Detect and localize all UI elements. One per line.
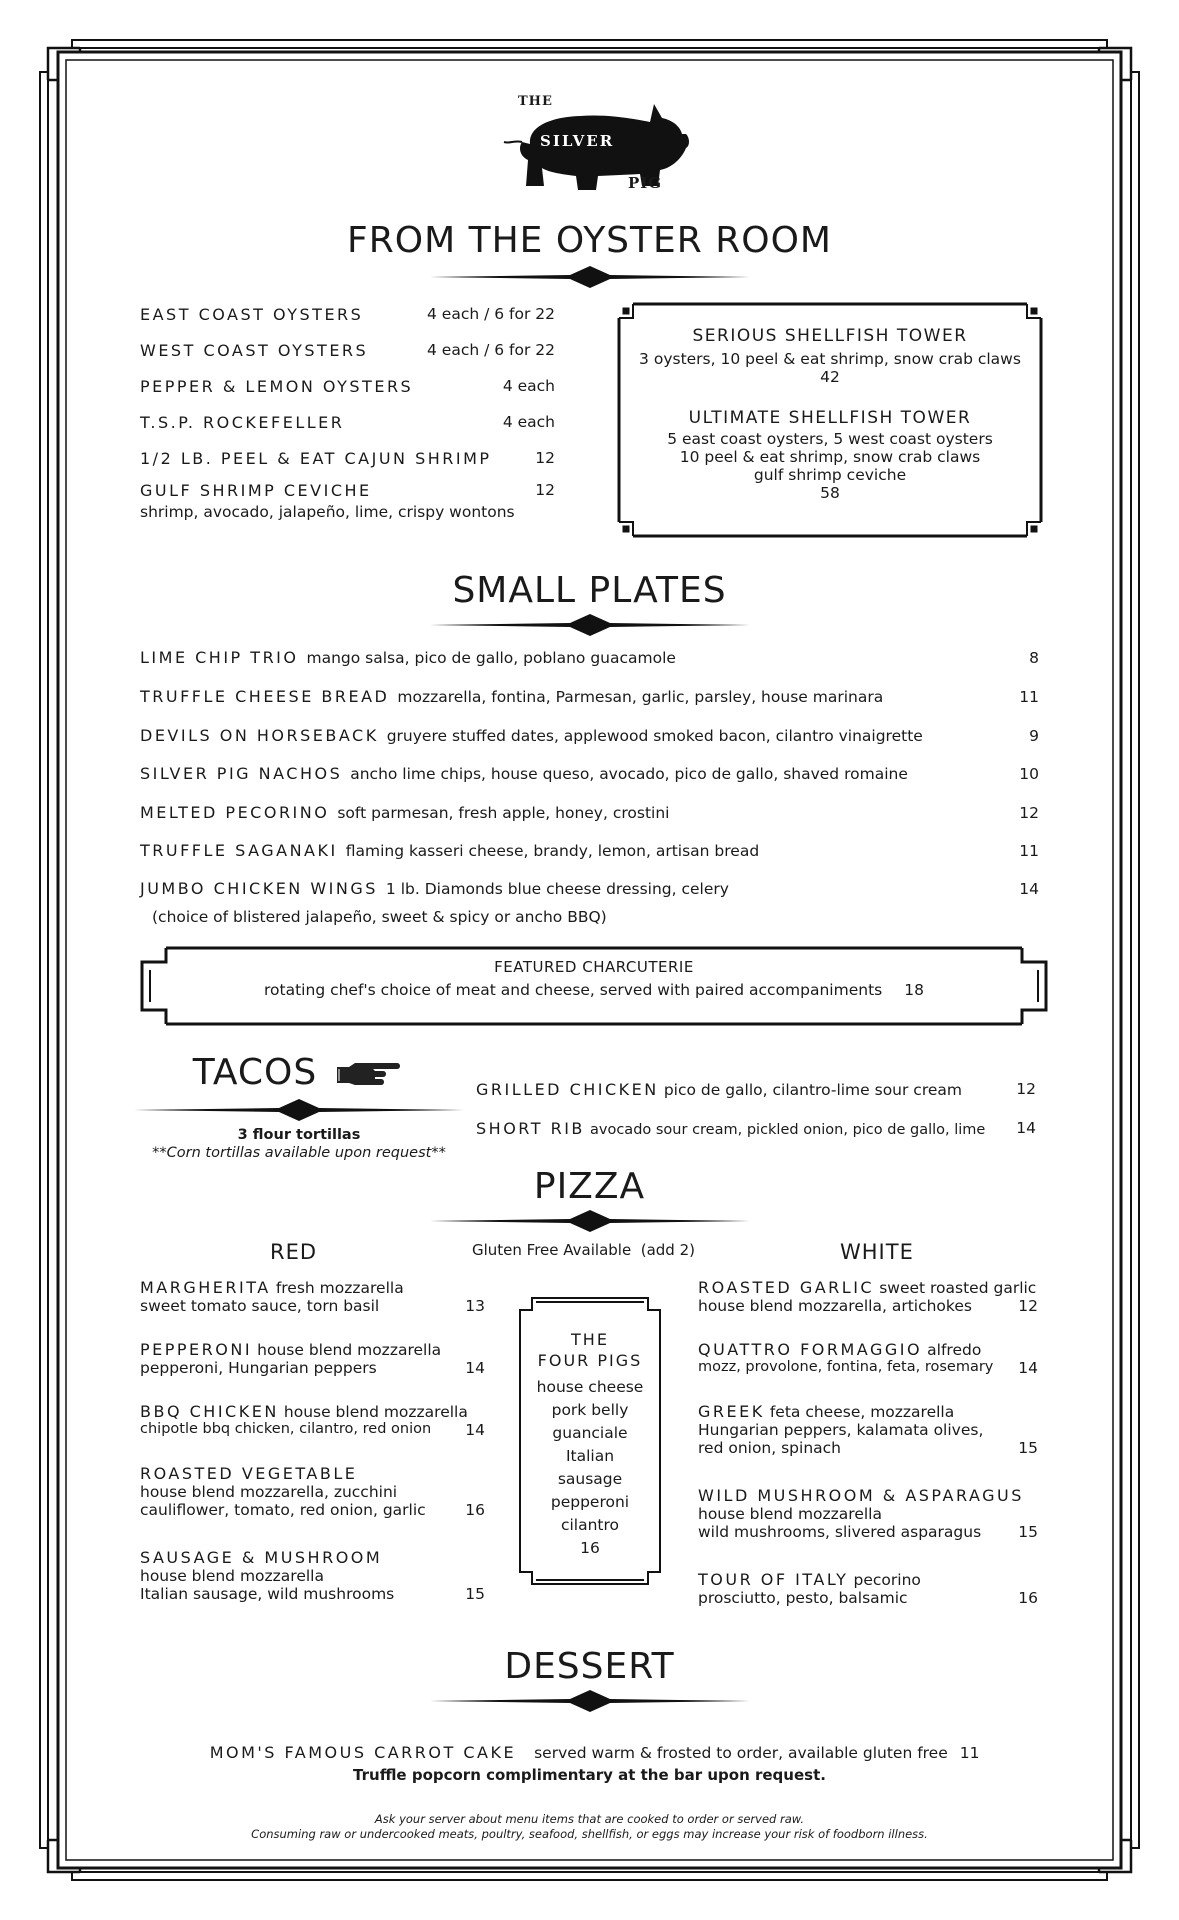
small-plate-price: 9 [1029, 727, 1039, 745]
oyster-item-name: 1/2 LB. PEEL & EAT CAJUN SHRIMP [140, 449, 492, 468]
footer-disclaimer [0, 1812, 1179, 1842]
four-pigs-line: cilantro [560, 1516, 620, 1534]
red-pizza-list [140, 1278, 485, 1603]
pizza-line: house blend mozzarella, artichokes [698, 1297, 972, 1315]
wings-note: (choice of blistered jalapeño, sweet & spicy or ancho BBQ) [152, 908, 607, 926]
white-pizza-item [698, 1340, 1038, 1402]
small-plate-price: 11 [1019, 842, 1039, 860]
small-plate-desc: 1 lb. Diamonds blue cheese dressing, celery [385, 880, 729, 898]
pizza-line: pepperoni, Hungarian peppers [140, 1359, 377, 1377]
pizza-inline: alfredo [927, 1341, 982, 1359]
pizza-name: ROASTED VEGETABLE [140, 1464, 358, 1483]
small-plate-row [140, 803, 1039, 822]
pizza-name: SAUSAGE & MUSHROOM [140, 1548, 383, 1567]
small-plate-name: TRUFFLE CHEESE BREAD [140, 687, 390, 706]
pizza-name: ROASTED GARLIC [698, 1278, 875, 1297]
small-plates-title: SMALL PLATES [452, 570, 727, 611]
red-pizza-item [140, 1548, 485, 1603]
pizza-name: MARGHERITA [140, 1278, 271, 1297]
white-pizza-item [698, 1486, 1038, 1570]
four-pigs-line: pork belly [551, 1401, 629, 1419]
small-plate-price: 14 [1019, 880, 1039, 898]
pizza-name: GREEK [698, 1402, 765, 1421]
pizza-line: cauliflower, tomato, red onion, garlic [140, 1501, 426, 1519]
pizza-line: Italian sausage, wild mushrooms [140, 1585, 395, 1603]
footer-line: Consuming raw or undercooked meats, poultry, seafood, shellfish, or eggs may increase your risk of foodborn illness. [251, 1827, 928, 1841]
pizza-price: 15 [1018, 1523, 1038, 1541]
footer-line: Ask your server about menu items that are cooked to order or served raw. [374, 1812, 805, 1826]
pizza-line: prosciutto, pesto, balsamic [698, 1589, 908, 1607]
oyster-item-name: WEST COAST OYSTERS [140, 341, 369, 360]
oyster-item-name: T.S.P. ROCKEFELLER [140, 413, 345, 432]
pizza-price: 16 [1018, 1589, 1038, 1607]
small-plate-desc: gruyere stuffed dates, applewood smoked bacon, cilantro vinaigrette [386, 727, 923, 745]
small-plate-row [140, 726, 1039, 745]
taco-desc: pico de gallo, cilantro-lime sour cream [663, 1081, 962, 1099]
small-plate-name: TRUFFLE SAGANAKI [140, 841, 338, 860]
taco-row [476, 1080, 1036, 1099]
dessert-divider [430, 1690, 750, 1712]
four-pigs-line: Italian [565, 1447, 615, 1465]
pizza-gf-note: Gluten Free Available (add 2) [472, 1241, 695, 1259]
red-pizza-item [140, 1278, 485, 1340]
tower-line: 3 oysters, 10 peel & eat shrimp, snow crab claws [639, 350, 1021, 368]
pizza-inline: house blend mozzarella [283, 1403, 468, 1421]
small-plate-price: 10 [1019, 765, 1039, 783]
pizza-line: sweet tomato sauce, torn basil [140, 1297, 380, 1315]
tower-line: gulf shrimp ceviche [753, 466, 907, 484]
pizza-line: mozz, provolone, fontina, feta, rosemary [698, 1359, 994, 1375]
white-pizza-item [698, 1278, 1038, 1340]
tower-box [615, 300, 1045, 540]
tower-name: ULTIMATE SHELLFISH TOWER [688, 408, 972, 428]
pizza-price: 14 [1018, 1359, 1038, 1377]
four-pigs-title: FOUR PIGS [537, 1351, 643, 1370]
white-pizza-list [698, 1278, 1038, 1607]
pizza-line: chipotle bbq chicken, cilantro, red onion [140, 1421, 432, 1437]
pizza-name: PEPPERONI [140, 1340, 253, 1359]
pizza-line: red onion, spinach [698, 1439, 841, 1457]
small-plate-desc: ancho lime chips, house queso, avocado, pico de gallo, shaved romaine [350, 765, 908, 783]
small-plate-name: LIME CHIP TRIO [140, 648, 299, 667]
pizza-white-heading: WHITE [840, 1240, 914, 1264]
pizza-name: TOUR OF ITALY [698, 1570, 849, 1589]
logo-silver: SILVER [540, 132, 615, 150]
small-plate-desc: flaming kasseri cheese, brandy, lemon, artisan bread [345, 842, 760, 860]
white-pizza-item [698, 1570, 1038, 1607]
taco-row [476, 1119, 1036, 1138]
small-plate-row [140, 879, 1039, 898]
red-pizza-item [140, 1340, 485, 1402]
pizza-line: house blend mozzarella, zucchini [140, 1483, 398, 1501]
pizza-price: 14 [465, 1359, 485, 1377]
pizza-price: 13 [465, 1297, 485, 1315]
small-plate-row [140, 841, 1039, 860]
pizza-divider [430, 1210, 750, 1232]
oyster-item-name: PEPPER & LEMON OYSTERS [140, 377, 414, 396]
pizza-inline: feta cheese, mozzarella [769, 1403, 955, 1421]
oyster-divider [430, 266, 750, 288]
four-pigs-box [518, 1296, 662, 1586]
red-pizza-item [140, 1402, 485, 1464]
pizza-title: PIZZA [533, 1166, 646, 1207]
four-pigs-line: sausage [557, 1470, 623, 1488]
pizza-inline: pecorino [853, 1571, 921, 1589]
logo-pig: PIG [628, 174, 663, 192]
small-plate-price: 11 [1019, 688, 1039, 706]
tacos-divider [134, 1099, 464, 1121]
pizza-inline: sweet roasted garlic [879, 1279, 1037, 1297]
oyster-list [140, 305, 555, 521]
small-plate-name: MELTED PECORINO [140, 803, 330, 822]
oyster-item-price: 12 [535, 481, 555, 499]
pizza-red-heading: RED [270, 1240, 318, 1264]
small-plate-price: 12 [1019, 804, 1039, 822]
taco-price: 12 [1016, 1080, 1036, 1098]
dessert-desc: served warm & frosted to order, available gluten free [534, 1744, 948, 1762]
oyster-item-price: 4 each [502, 377, 555, 395]
oyster-item-price: 4 each [502, 413, 555, 431]
tacos-header [134, 1052, 464, 1161]
charcuterie-price: 18 [904, 981, 924, 999]
tower-name: SERIOUS SHELLFISH TOWER [692, 326, 968, 346]
popcorn-note: Truffle popcorn complimentary at the bar upon request. [353, 1766, 826, 1784]
small-plate-desc: mango salsa, pico de gallo, poblano guacamole [306, 649, 676, 667]
taco-desc: avocado sour cream, pickled onion, pico de gallo, lime [590, 1122, 986, 1138]
oyster-item-price: 4 each / 6 for 22 [427, 341, 555, 359]
small-plate-name: JUMBO CHICKEN WINGS [140, 879, 378, 898]
small-plate-desc: soft parmesan, fresh apple, honey, crostini [337, 804, 670, 822]
dessert-price: 11 [959, 1744, 980, 1762]
four-pigs-line: house cheese [536, 1378, 644, 1396]
pizza-name: WILD MUSHROOM & ASPARAGUS [698, 1486, 1024, 1505]
tower-line: 5 east coast oysters, 5 west coast oysters [667, 430, 993, 448]
tacos-note: **Corn tortillas available upon request** [152, 1145, 446, 1161]
pizza-price: 15 [465, 1585, 485, 1603]
taco-name: GRILLED CHICKEN [476, 1080, 659, 1099]
small-plate-price: 8 [1029, 649, 1039, 667]
charcuterie-banner [138, 944, 1050, 1028]
four-pigs-price: 16 [580, 1539, 600, 1557]
tower-price: 58 [820, 484, 840, 502]
oyster-item-price: 12 [535, 449, 555, 467]
logo [500, 82, 700, 202]
oyster-item-name: GULF SHRIMP CEVICHE [140, 481, 372, 500]
small-plate-name: DEVILS ON HORSEBACK [140, 726, 379, 745]
small-plate-row [140, 648, 1039, 667]
pizza-line: Hungarian peppers, kalamata olives, [698, 1421, 984, 1439]
charcuterie-title: FEATURED CHARCUTERIE [494, 958, 694, 976]
tacos-sub: 3 flour tortillas [237, 1127, 361, 1143]
oyster-item-price: 4 each / 6 for 22 [427, 305, 555, 323]
oyster-item-name: EAST COAST OYSTERS [140, 305, 364, 324]
small-plate-desc: mozzarella, fontina, Parmesan, garlic, parsley, house marinara [397, 688, 884, 706]
four-pigs-title: THE [571, 1330, 609, 1349]
small-plate-name: SILVER PIG NACHOS [140, 764, 343, 783]
tower-price: 42 [820, 368, 840, 386]
small-plate-row [140, 687, 1039, 706]
dessert-row [0, 1724, 1179, 1762]
taco-name: SHORT RIB [476, 1119, 585, 1138]
pizza-name: BBQ CHICKEN [140, 1402, 279, 1421]
pizza-name: QUATTRO FORMAGGIO [698, 1340, 923, 1359]
dessert-name: MOM'S FAMOUS CARROT CAKE [209, 1743, 517, 1762]
pizza-price: 15 [1018, 1439, 1038, 1457]
four-pigs-line: pepperoni [550, 1493, 630, 1511]
pointing-hand-icon [335, 1057, 405, 1089]
tacos-title: TACOS [192, 1052, 318, 1093]
white-pizza-item [698, 1402, 1038, 1486]
small-plate-row [140, 764, 1039, 783]
pizza-price: 14 [465, 1421, 485, 1439]
tower-line: 10 peel & eat shrimp, snow crab claws [679, 448, 981, 466]
red-pizza-item [140, 1464, 485, 1548]
pizza-price: 12 [1018, 1297, 1038, 1315]
pizza-inline: fresh mozzarella [275, 1279, 404, 1297]
pizza-line: house blend mozzarella [140, 1567, 324, 1585]
pizza-price: 16 [465, 1501, 485, 1519]
oyster-item-desc: shrimp, avocado, jalapeño, lime, crispy wontons [140, 503, 515, 521]
charcuterie-desc: rotating chef's choice of meat and cheese, served with paired accompaniments [264, 981, 883, 999]
pizza-inline: house blend mozzarella [257, 1341, 442, 1359]
small-plates-divider [430, 614, 750, 636]
logo-the: THE [518, 94, 553, 109]
taco-price: 14 [1016, 1119, 1036, 1137]
oyster-title: FROM THE OYSTER ROOM [347, 220, 832, 261]
pizza-line: house blend mozzarella [698, 1505, 882, 1523]
pizza-line: wild mushrooms, slivered asparagus [698, 1523, 982, 1541]
four-pigs-line: guanciale [552, 1424, 628, 1442]
dessert-title: DESSERT [504, 1646, 675, 1687]
